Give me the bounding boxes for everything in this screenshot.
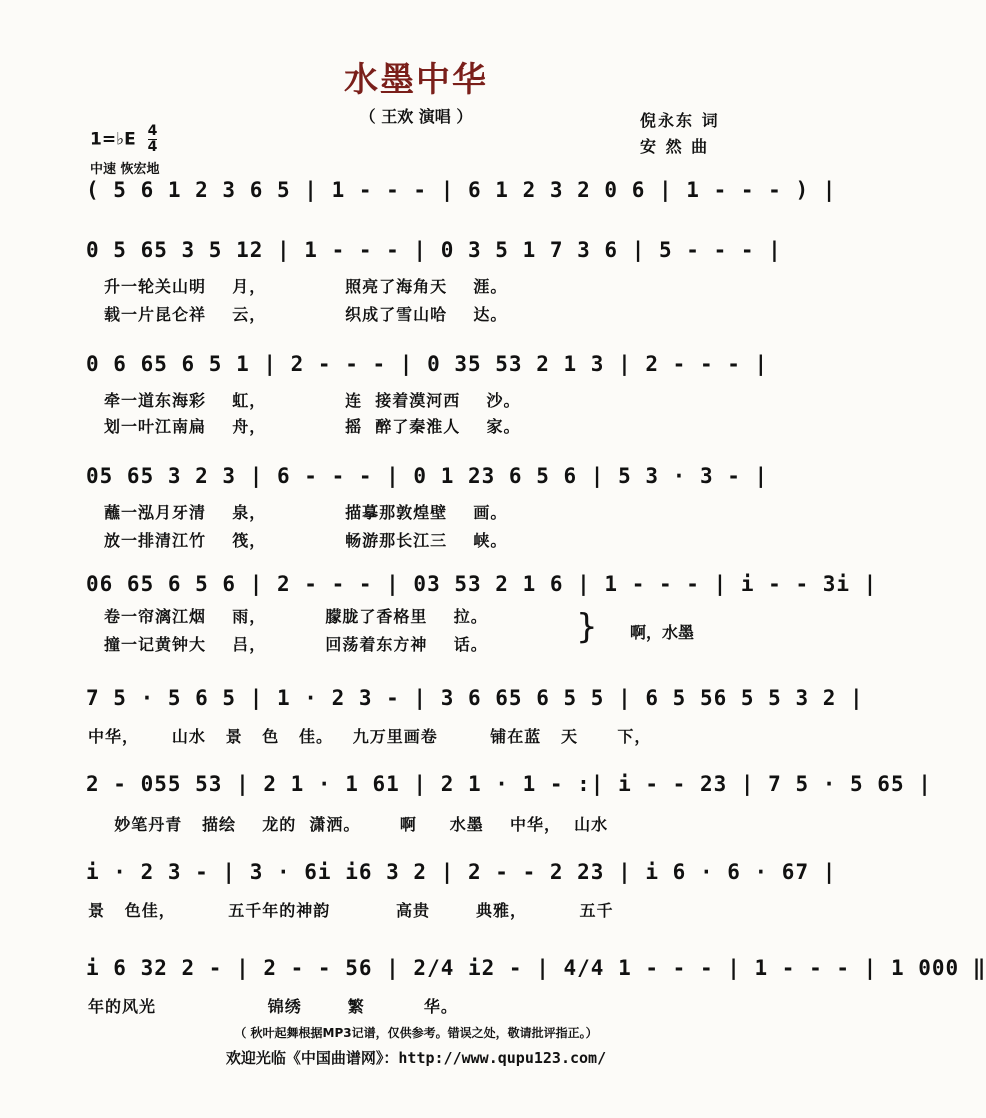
notation-row-8: i · 2 3 - | 3 · 6i i6 3 2 | 2 - - 2 23 | i 6 · 6 · 67 | xyxy=(86,860,837,884)
notation-row-5: 06 65 6 5 6 | 2 - - - | 03 53 2 1 6 | 1 - - - | i - - 3i | xyxy=(86,572,878,596)
notation-row-7: 2 - 055 53 | 2 1 · 1 61 | 2 1 · 1 - :| i - - 23 | 7 5 · 5 65 | xyxy=(86,772,932,796)
site-link[interactable]: 欢迎光临《中国曲谱网》：http://www.qupu123.com/ xyxy=(225,1049,607,1067)
lyric-row-4-verse-1: 蘸一泓月牙清 泉， 描摹那敦煌壁 画。 xyxy=(104,503,508,522)
lyricist-credit: 倪永东 词 xyxy=(640,111,720,130)
singer-credit: （ 王欢 演唱 ） xyxy=(359,107,473,126)
tempo-marking: 中速 恢宏地 xyxy=(90,162,160,177)
side-lyric: 啊，水墨 xyxy=(630,623,695,642)
notation-row-4: 05 65 3 2 3 | 6 - - - | 0 1 23 6 5 6 | 5 3 · 3 - | xyxy=(86,464,769,488)
time-signature-top: 4 xyxy=(147,123,158,139)
lyric-row-5-verse-1: 卷一帘漓江烟 雨， 朦胧了香格里 拉。 xyxy=(104,607,488,626)
time-signature-bottom: 4 xyxy=(147,139,158,155)
verse-brace: } xyxy=(576,607,598,647)
notation-row-6: 7 5 · 5 6 5 | 1 · 2 3 - | 3 6 65 6 5 5 | 6 5 56 5 5 3 2 | xyxy=(86,686,864,710)
lyric-row-5-verse-2: 撞一记黄钟大 吕， 回荡着东方神 话。 xyxy=(104,635,488,654)
lyric-row-2-verse-2: 载一片昆仑祥 云， 织成了雪山哈 达。 xyxy=(104,305,508,324)
lyric-row-7: 妙笔丹青 描绘 龙的 潇洒。 啊 水墨 中华， 山水 xyxy=(88,815,609,834)
key-signature xyxy=(90,124,157,155)
notation-row-2: 0 5 65 3 5 12 | 1 - - - | 0 3 5 1 7 3 6 | 5 - - - | xyxy=(86,238,782,262)
notation-row-1: ( 5 6 1 2 3 6 5 | 1 - - - | 6 1 2 3 2 0 6 | 1 - - - ) | xyxy=(86,178,837,202)
lyric-row-6: 中华， 山水 景 色 佳。 九万里画卷 铺在蓝 天 下， xyxy=(88,727,652,746)
key-label: 1=♭E xyxy=(90,129,136,150)
notation-row-3: 0 6 65 6 5 1 | 2 - - - | 0 35 53 2 1 3 | 2 - - - | xyxy=(86,352,769,376)
time-signature xyxy=(148,124,158,155)
lyric-row-4-verse-2: 放一排清江竹 筏， 畅游那长江三 峡。 xyxy=(104,531,508,550)
transcription-note: （ 秋叶起舞根据MP3记谱，仅供参考。错误之处，敬请批评指正。） xyxy=(234,1026,598,1040)
lyric-row-3-verse-2: 划一叶江南扁 舟， 摇 醉了秦淮人 家。 xyxy=(104,417,521,436)
lyric-row-8: 景 色佳， 五千年的神韵 高贵 典雅， 五千 xyxy=(88,901,614,920)
composer-credit: 安 然 曲 xyxy=(640,137,710,156)
lyric-row-9: 年的风光 锦绣 繁 华。 xyxy=(88,997,458,1016)
lyric-row-2-verse-1: 升一轮关山明 月， 照亮了海角天 涯。 xyxy=(104,277,508,296)
lyric-row-3-verse-1: 牵一道东海彩 虹， 连 接着漠河西 沙。 xyxy=(104,391,521,410)
page-title: 水墨中华 xyxy=(344,60,488,100)
notation-row-9: i 6 32 2 - | 2 - - 56 | 2/4 i2 - | 4/4 1 - - - | 1 - - - | 1 000 ‖ xyxy=(86,956,986,980)
